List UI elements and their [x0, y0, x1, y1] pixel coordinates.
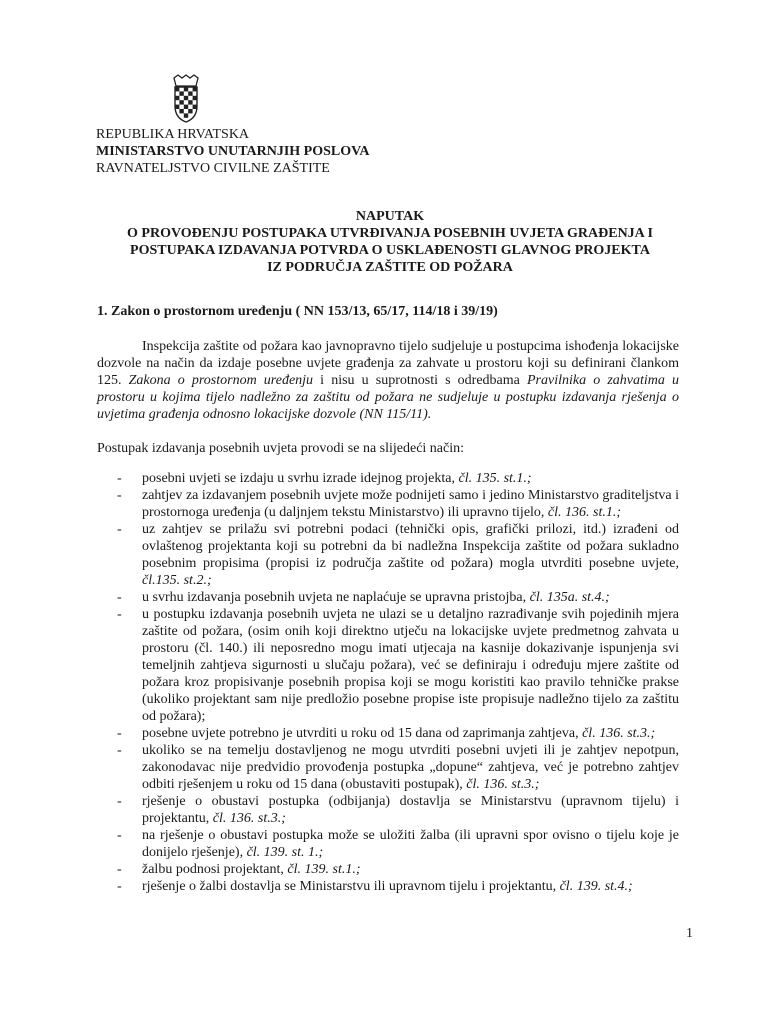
list-item-text: na rješenje o obustavi postupka može se uložiti žalba (ili upravni spor ovisno o tijelu koje je donijelo rješenje), — [142, 828, 679, 860]
para1-text: Inspekcija zaštite od požara kao javnopravno tijelo sudjeluje u postupcima ishođenja lokacijske dozvole na način da izdaje posebne uvjete građenja za zahvate u prostoru koji su definirani člankom 125. — [97, 339, 679, 388]
list-item-text: ukoliko se na temelju dostavljenog ne mogu utvrditi posebni uvjeti ili je zahtjev nepotpun, zakonodavac nije predvidio provođenja postupka „dopune“ zahtjeva, već je potrebno zahtjev odbiti rješenjem u roku od 15 dana (obustaviti postupak), — [142, 743, 679, 792]
para1-mid: i nisu u suprotnosti s odredbama — [313, 373, 527, 388]
list-item-text: uz zahtjev se prilažu svi potrebni podaci (tehnički opis, grafički prilozi, itd.) izrađeni od ovlaštenog projektanta koji su potrebni da bi nadležna Inspekcija zaštite od požara sukladno posebnim propisima (propisi iz područja zaštite od požara) mogla utvrditi posebne uvjete, — [142, 522, 679, 571]
list-item — [97, 487, 679, 521]
section-heading: 1. Zakon o prostornom uređenju ( NN 153/13, 65/17, 114/18 i 39/19) — [97, 304, 498, 319]
list-item — [97, 725, 679, 742]
list-item — [97, 589, 679, 606]
list-item — [97, 793, 679, 827]
list-item-reference: čl. 139. st.4.; — [559, 879, 633, 894]
list-item — [97, 878, 679, 895]
header-ministry: MINISTARSTVO UNUTARNJIH POSLOVA — [96, 144, 370, 159]
intro-paragraph — [97, 338, 679, 423]
list-item-reference: čl. 136. st.3.; — [466, 777, 540, 792]
list-item-reference: čl. 139. st.1.; — [287, 862, 361, 877]
list-item-reference: čl.135. st.2.; — [142, 573, 212, 588]
list-item-reference: čl. 136. st.3.; — [582, 726, 656, 741]
para1-italic-regulation: Pravilnika o zahvatima u prostoru u kojima tijelo nadležno za zaštitu od požara ne sudjeluje u postupku izdavanja rješenja o uvjetima građenja odnosno lokacijske dozvole (NN 115/11). — [97, 373, 680, 422]
list-item — [97, 521, 679, 589]
list-item-text: zahtjev za izdavanjem posebnih uvjete može podnijeti samo i jedino Ministarstvo graditeljstva i prostornoga uređenja (u daljnjem tekstu Ministarstvo) ili upravno tijelo, — [142, 488, 679, 520]
list-item-text: posebni uvjeti se izdaju u svrhu izrade idejnog projekta, — [142, 471, 459, 486]
list-item-text: žalbu podnosi projektant, — [142, 862, 288, 877]
page-number: 1 — [686, 926, 693, 941]
title-line-1: NAPUTAK — [355, 209, 425, 224]
list-item — [97, 470, 679, 487]
list-item-reference: čl. 135. st.1.; — [458, 471, 532, 486]
list-item-text: u postupku izdavanja posebnih uvjeta ne ulazi se u detaljno razrađivanje svih pojedinih mjera zaštite od požara, (osim onih koji direktno utječu na lokacijske uvjete predmetnog zahvata u prostoru (čl. 140.) ili neposredno mogu imati utjecaja na kasnije dokazivanje ispunjenja svi temeljnih zahtjeva sigurnosti u slučaju požara), već se definiraju i određuju mjere zaštite od požara kroz propisivanje posebnih propisa koji se mogu koristiti kao pravilo tehničke prakse (ukoliko projektant sam nije predložio posebne propise iste propisuje nadležno tijelo za zaštitu od požara); — [142, 607, 679, 724]
list-item-text: u svrhu izdavanja posebnih uvjeta ne naplaćuje se upravna pristojba, — [142, 590, 530, 605]
list-item — [97, 827, 679, 861]
list-item-reference: čl. 135a. st.4.; — [529, 590, 610, 605]
header-directorate: RAVNATELJSTVO CIVILNE ZAŠTITE — [96, 161, 330, 176]
document-title — [90, 208, 690, 276]
list-item-reference: čl. 136. st.1.; — [547, 505, 622, 520]
procedure-list — [97, 470, 679, 895]
list-item — [97, 606, 679, 725]
coat-of-arms-icon — [166, 74, 206, 124]
para1-italic-law: Zakona o prostornom uređenju — [128, 373, 314, 388]
title-line-2: O PROVOĐENJU POSTUPAKA UTVRĐIVANJA POSEBNIH UVJETA GRAĐENJA I — [127, 226, 653, 241]
title-line-3: POSTUPAKA IZDAVANJA POTVRDA O USKLAĐENOSTI GLAVNOG PROJEKTA — [130, 243, 650, 258]
list-item — [97, 742, 679, 793]
list-item-reference: čl. 136. st.3.; — [212, 811, 286, 826]
title-line-4: IZ PODRUČJA ZAŠTITE OD POŽARA — [267, 260, 513, 275]
header-republic: REPUBLIKA HRVATSKA — [96, 127, 250, 142]
list-item-text: rješenje o obustavi postupka (odbijanja) dostavlja se Ministarstvu (upravnom tijelu) i projektantu, — [142, 794, 679, 826]
document-header — [96, 126, 370, 177]
procedure-paragraph: Postupak izdavanja posebnih uvjeta provodi se na slijedeći način: — [97, 441, 465, 456]
list-item-text: rješenje o žalbi dostavlja se Ministarstvu ili upravnom tijelu i projektantu, — [142, 879, 560, 894]
list-item-reference: čl. 139. st. 1.; — [246, 845, 324, 860]
list-item — [97, 861, 679, 878]
list-item-text: posebne uvjete potrebno je utvrditi u roku od 15 dana od zaprimanja zahtjeva, — [142, 726, 583, 741]
